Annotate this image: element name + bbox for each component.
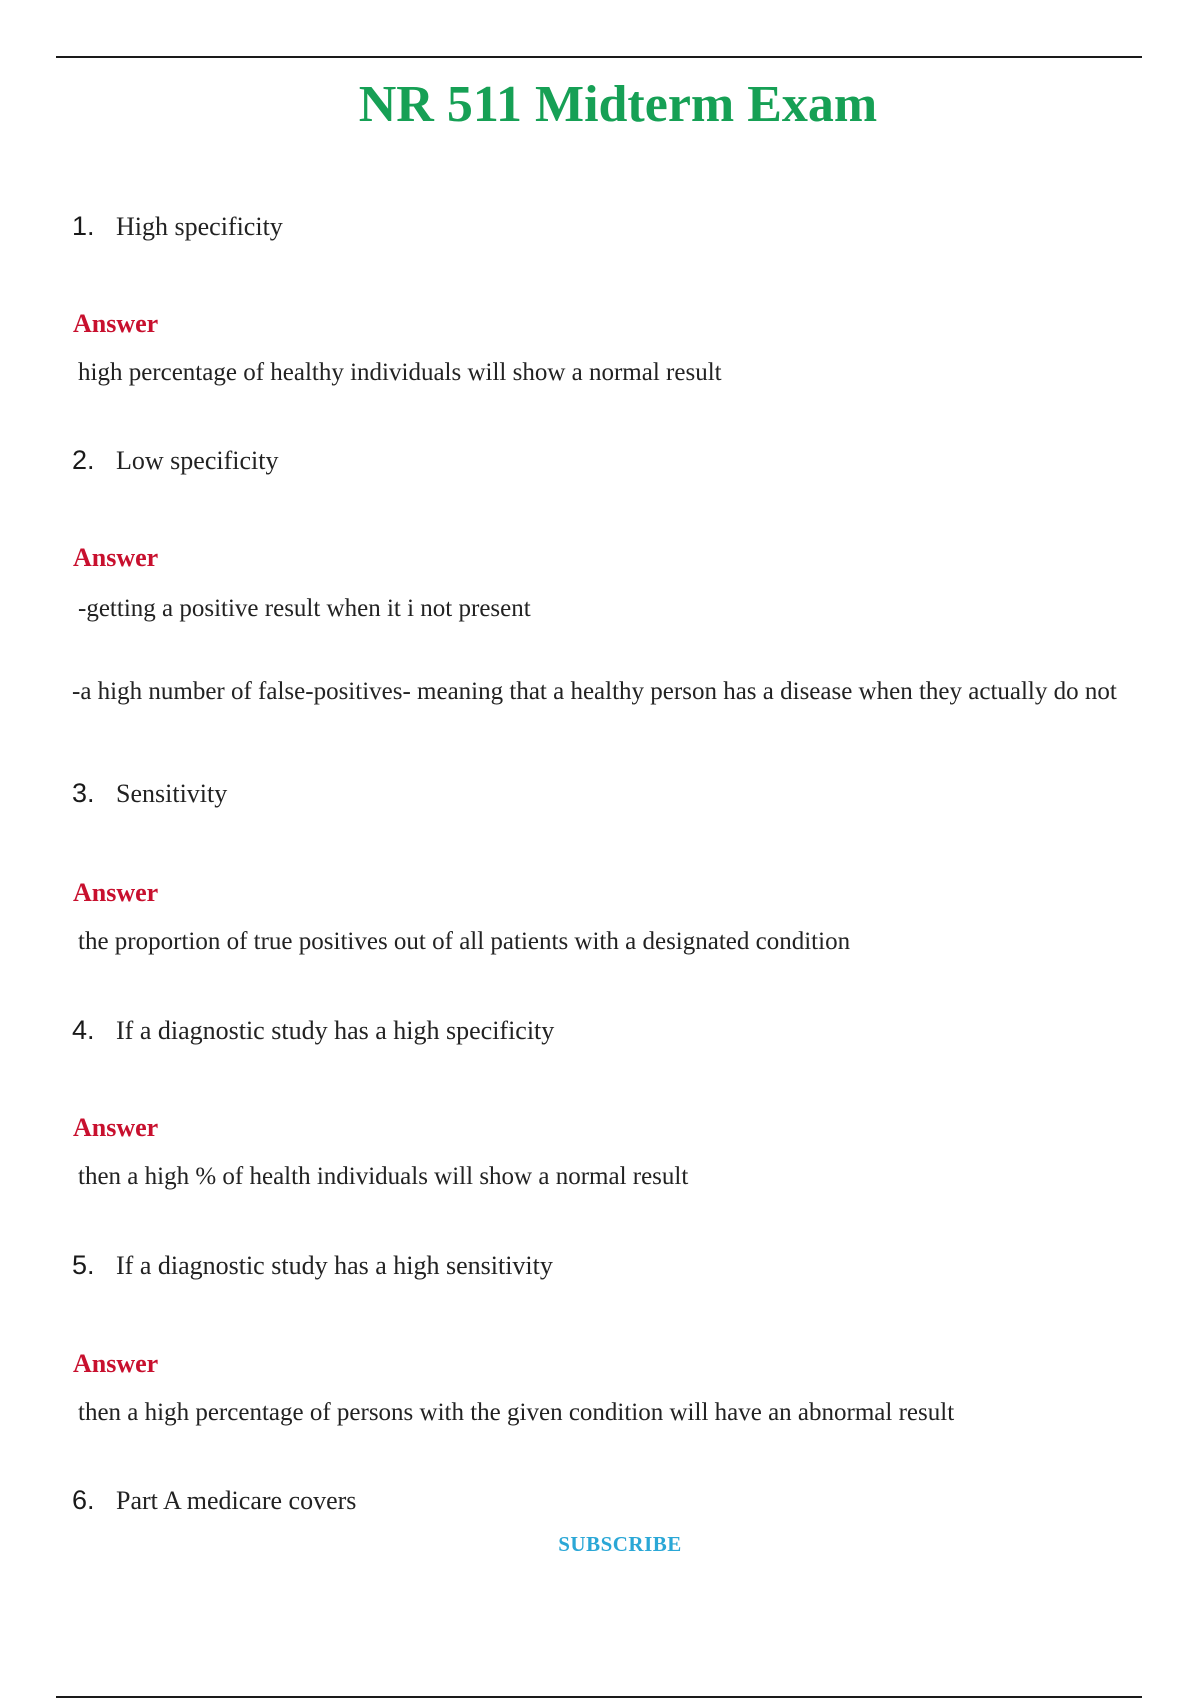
question-1 xyxy=(72,209,283,244)
question-number: 3. xyxy=(72,778,95,808)
bottom-rule xyxy=(56,1696,1142,1698)
answer-text: -a high number of false-positives- meaning that a healthy person has a disease when they actually do not xyxy=(72,678,1117,705)
page-title: NR 511 Midterm Exam xyxy=(358,76,878,133)
question-number: 4. xyxy=(72,1015,95,1045)
answer-text: the proportion of true positives out of all patients with a designated condition xyxy=(78,928,851,955)
question-4 xyxy=(72,1013,554,1048)
question-6 xyxy=(72,1483,356,1518)
question-number: 6. xyxy=(72,1485,95,1515)
question-text: If a diagnostic study has a high sensitivity xyxy=(116,1251,553,1280)
question-text: Low specificity xyxy=(116,446,279,475)
question-number: 2. xyxy=(72,445,95,475)
subscribe-link[interactable]: SUBSCRIBE xyxy=(558,1532,682,1556)
question-number: 5. xyxy=(72,1250,95,1280)
answer-label: Answer xyxy=(73,543,159,572)
question-text: Part A medicare covers xyxy=(116,1486,357,1515)
question-text: If a diagnostic study has a high specificity xyxy=(116,1016,555,1045)
answer-label: Answer xyxy=(73,878,159,907)
answer-label: Answer xyxy=(73,1349,159,1378)
question-3 xyxy=(72,776,227,811)
answer-label: Answer xyxy=(73,309,159,338)
answer-label: Answer xyxy=(73,1113,159,1142)
top-rule xyxy=(56,56,1142,58)
question-5 xyxy=(72,1248,553,1283)
question-number: 1. xyxy=(72,211,95,241)
question-text: Sensitivity xyxy=(116,779,228,808)
answer-text: then a high % of health individuals will show a normal result xyxy=(78,1163,689,1190)
question-text: High specificity xyxy=(116,212,283,241)
answer-text: high percentage of healthy individuals will show a normal result xyxy=(78,359,722,386)
answer-text: -getting a positive result when it i not present xyxy=(78,595,531,622)
question-2 xyxy=(72,443,278,478)
answer-text: then a high percentage of persons with the given condition will have an abnormal result xyxy=(78,1399,955,1426)
